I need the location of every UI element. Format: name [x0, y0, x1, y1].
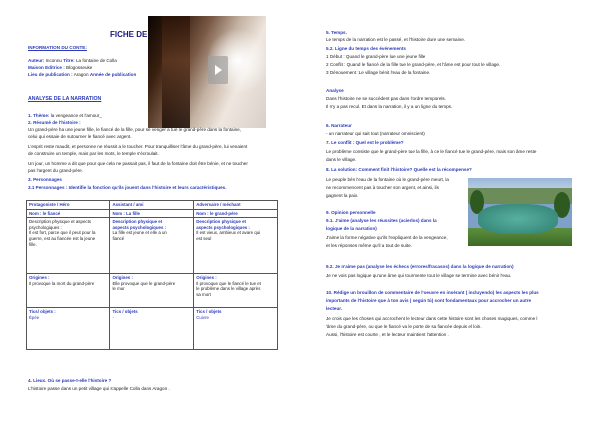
title-value: La fontaine de Colla: [75, 58, 117, 63]
table-cell: [27, 218, 110, 274]
desc-line: est seul: [196, 235, 212, 241]
analysis-line: Dans l'histoire ne se succèdent pas dans l'ordre temporels.: [326, 96, 446, 101]
table-cell: [110, 308, 194, 350]
summary-line: celui qui essaie de sutourner le fiancé avec argent.: [28, 134, 132, 139]
pubplace-line: [28, 72, 136, 78]
dislike-label: 9.2. Je n'aime pas (analyse les échecs (errores/fracasos) dans la logique de narration): [326, 264, 514, 269]
analysis-label: Analyse: [326, 88, 344, 93]
table-cell: [194, 218, 278, 274]
characters-table: [26, 200, 278, 350]
pubplace-value: Aragon: [73, 72, 89, 77]
rewrite-label: importants de l'histoire que à ton avis ( según tú) sont fondamentaux pour accrocher un autre: [326, 298, 532, 303]
author-label: Auteur:: [28, 58, 45, 63]
table-cell: Nom : le grand-père: [194, 209, 278, 218]
object-line: Épée: [29, 314, 40, 320]
opinion-line: et les réponses même qu'il a tout de suite.: [326, 243, 412, 248]
dislike-value: Je ne vois pas logique qu'une âme qui tourmente tout le village se termine avec bénir l'eau.: [326, 273, 512, 278]
rewrite-label: 10. Rédige un brouillon de commentaire de l'oeuvre en insérant ( incluyendo) les aspects les plus: [326, 290, 539, 295]
analysis-line: Il n'y a pas recul. Et dans la narration, il y a un ligne du temps.: [326, 104, 453, 109]
play-icon: [215, 65, 222, 75]
timeline-label: 5.2. Ligne du temps des événements: [326, 46, 406, 51]
title-label: Titre:: [63, 58, 75, 63]
rewrite-line: Je crois que les choses qui accrochent le lecteur dans cette histoire sont les choses magiques, comme l: [326, 316, 538, 321]
table-cell: [194, 274, 278, 308]
pubplace-label: Lieu de publication :: [28, 72, 73, 77]
object-line: Cuivre: [196, 314, 209, 320]
object-line: -: [112, 314, 114, 320]
table-row: [27, 218, 278, 274]
table-row: [27, 201, 278, 210]
conflict-label: 7. Le conflit : Quel est le problème?: [326, 140, 404, 145]
page-title: FICHE DE: [110, 30, 148, 39]
opinion-sub: logique de la narration): [326, 226, 377, 231]
solution-line: ne recommencent pas à toucher son argent, et ainsi, ils: [326, 185, 439, 190]
origin-line: Origines :: [29, 275, 50, 281]
table-cell: Nom : La fille: [110, 209, 194, 218]
publisher-value: Blogosseuke: [66, 65, 93, 70]
characters-subheading: 3.1 Personnages : Identifie la fonction qu'ils jouent dans l'histoire et leurs caractéristiques.: [28, 185, 227, 190]
time-value: Le temps de la narration est le passé, et l'histoire dure une semaine.: [326, 37, 466, 42]
desc-line: psychologiques :: [29, 224, 62, 230]
table-row: [27, 308, 278, 350]
solution-line: gagnent la paix.: [326, 193, 359, 198]
conflict-line: dans le village.: [326, 157, 357, 162]
author-line: [28, 58, 117, 64]
places-label: 4. Lieux. Où se passe-t-elle l'histoire ?: [28, 378, 112, 383]
theme-value: la vengeance et l'amour_: [50, 113, 102, 118]
origin-line: Origines :: [112, 275, 133, 281]
characters-label: 3. Personnages: [28, 177, 62, 182]
theme-line: [28, 113, 102, 119]
desc-line: aspects psychologiques :: [196, 224, 250, 230]
desc-line: La fille est jeune et elle a un: [112, 230, 167, 236]
table-row: [27, 209, 278, 218]
origin-line: le problème dans le village après: [196, 286, 261, 292]
table-row: [27, 274, 278, 308]
origin-line: Origines :: [196, 275, 217, 281]
desc-line: Description physique et aspects: [29, 219, 91, 225]
table-cell: [110, 274, 194, 308]
author-value: Inconnu: [45, 58, 62, 63]
theme-label: 1. Thème:: [28, 113, 50, 118]
origin-line: le mur: [112, 286, 125, 292]
object-line: Tics/ objets :: [29, 309, 56, 315]
rewrite-label: lecteur.: [326, 306, 343, 311]
opinion-line: J'aime la forme négative qu'ils l'expliquent de la vengeance,: [326, 235, 448, 240]
origin-line: Il provoque la mort du grand-père: [29, 280, 95, 286]
rewrite-line: 'âme du grand-père, ou que le fiancé va le porte de sa fiancée depuis el loin.: [326, 324, 482, 329]
table-header: Protagoniste / Héro: [27, 201, 110, 210]
origin-line: Il provoque que le fiancé le tue et: [196, 280, 261, 286]
photo-pool: [478, 204, 558, 234]
summary-line: de construire un temple, mais par les mots, le temple s'écroulait.: [28, 151, 159, 156]
desc-line: Description physique et: [196, 219, 246, 225]
desc-line: fille.: [29, 241, 37, 247]
origin-line: sa mort: [196, 291, 211, 297]
table-cell: [194, 308, 278, 350]
narrator-label: 6. Narrateur: [326, 123, 352, 128]
summary-line: Un grand-père ha une jeune fille, le fiancé de la fille, pour se venger a tué le grand-père dans la fontaine,: [28, 127, 241, 132]
publisher-label: Maison Editrice :: [28, 65, 65, 70]
narrator-value: - un narrateur qui sait tout (narrateur omniscient): [326, 131, 425, 136]
table-header: Adversaire / méchant: [194, 201, 278, 210]
embedded-video[interactable]: [148, 16, 266, 128]
solution-label: 8. La solution: Comment finit l'histoire? Quelle est la récompense?: [326, 167, 472, 172]
opinion-label: 9. Opinion personnelle: [326, 210, 376, 215]
conflict-line: Le problème consiste que le grand-père tue la fille, à ce le fiancé tue le grand-père, mais son âme reste: [326, 149, 537, 154]
object-line: Tics / objets: [196, 309, 222, 315]
opinion-sub: 9.1. J'aime (analyse les réussites (acierlos) dans la: [326, 218, 437, 223]
summary-line: pas l'argent du grand-père.: [28, 168, 84, 173]
publisher-line: [28, 65, 92, 71]
table-header: Assistant / ami: [110, 201, 194, 210]
table-cell: [110, 218, 194, 274]
fountain-photo: [468, 178, 572, 246]
video-play-button[interactable]: [208, 56, 228, 84]
time-label: 5. Temps.: [326, 30, 347, 35]
rewrite-line: Aussi, l'histoire est courte , et le lecteur maintient l'attention .: [326, 332, 449, 337]
desc-line: Il est vieux, ambieux et avare qui: [196, 230, 261, 236]
timeline-item: 2 Conflit : Quand le fiancé de la fille tue le grand-père, et l'âme est pour tout le village.: [326, 62, 501, 67]
summary-line: L'esprit reste maudit, et personne ne réussit a le toucher. Pour tranquilliser l'âme du grand-père, lui venaient: [28, 144, 248, 149]
desc-line: Il est fort, parce que il peut pour la: [29, 230, 96, 236]
table-cell: [27, 308, 110, 350]
object-line: Tics / objets: [112, 309, 138, 315]
solution-line: Le peuple bén l'eau de la fontaine où le grand-père meurt, la: [326, 177, 449, 182]
places-value: L'histoire passe dans un petit village qui s'appelle Colla dans Aragon .: [28, 386, 170, 391]
analysis-heading: ANALYSE DE LA NARRATION: [28, 96, 102, 102]
origin-line: Elle provoque que le grand-père: [112, 280, 176, 286]
timeline-item: 3 Dénouement :Le village bénit l'eau de la fontaine.: [326, 70, 431, 75]
summary-label: 2. Résumé de l'histoire :: [28, 120, 81, 125]
info-heading: INFORMATION DU CONTE:: [28, 45, 87, 50]
video-frame-shadow: [162, 16, 190, 128]
summary-line: Un jour, un homme a dit que pour que cela ne passait pas, il faut de la fontaine doit être bénie, et ne toucher: [28, 161, 248, 166]
desc-line: guerre, est au fiancée est la jeune: [29, 235, 96, 241]
table-cell: Nom : le fiancé: [27, 209, 110, 218]
timeline-item: 1 Début : Quand le grand-père lue une jeune fille: [326, 54, 426, 59]
table-cell: [27, 274, 110, 308]
desc-line: fiancé: [112, 235, 125, 241]
desc-line: Description physique et: [112, 219, 163, 225]
pubyear-label: Année de publication: [89, 72, 137, 77]
desc-line: aspects psychologiques :: [112, 224, 167, 230]
